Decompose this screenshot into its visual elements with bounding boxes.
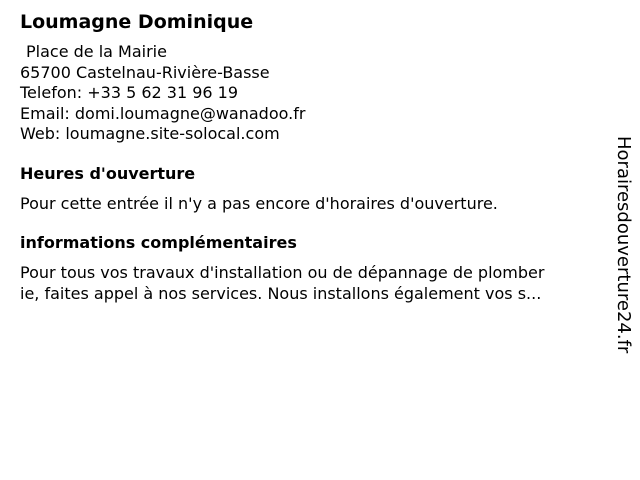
street-address: Place de la Mairie xyxy=(26,42,167,61)
listing-content xyxy=(20,10,600,304)
brand-watermark: Horairesdouverture24.fr xyxy=(613,136,634,354)
city-address: 65700 Castelnau-Rivière-Basse xyxy=(20,62,270,82)
opening-hours-heading: Heures d'ouverture xyxy=(20,163,196,183)
additional-info-line: ie, faites appel à nos services. Nous installons également vos s... xyxy=(20,283,542,303)
additional-info-text xyxy=(20,263,600,304)
contact-block xyxy=(20,42,600,145)
business-name: Loumagne Dominique xyxy=(20,11,254,33)
phone-line: Telefon: +33 5 62 31 96 19 xyxy=(20,83,239,102)
opening-hours-text: Pour cette entrée il n'y a pas encore d'horaires d'ouverture. xyxy=(20,193,498,213)
additional-info-heading: informations complémentaires xyxy=(20,233,297,252)
web-line: Web: loumagne.site-solocal.com xyxy=(20,124,280,143)
email-line: Email: domi.loumagne@wanadoo.fr xyxy=(20,103,306,123)
additional-info-line: Pour tous vos travaux d'installation ou de dépannage de plomber xyxy=(20,263,545,282)
